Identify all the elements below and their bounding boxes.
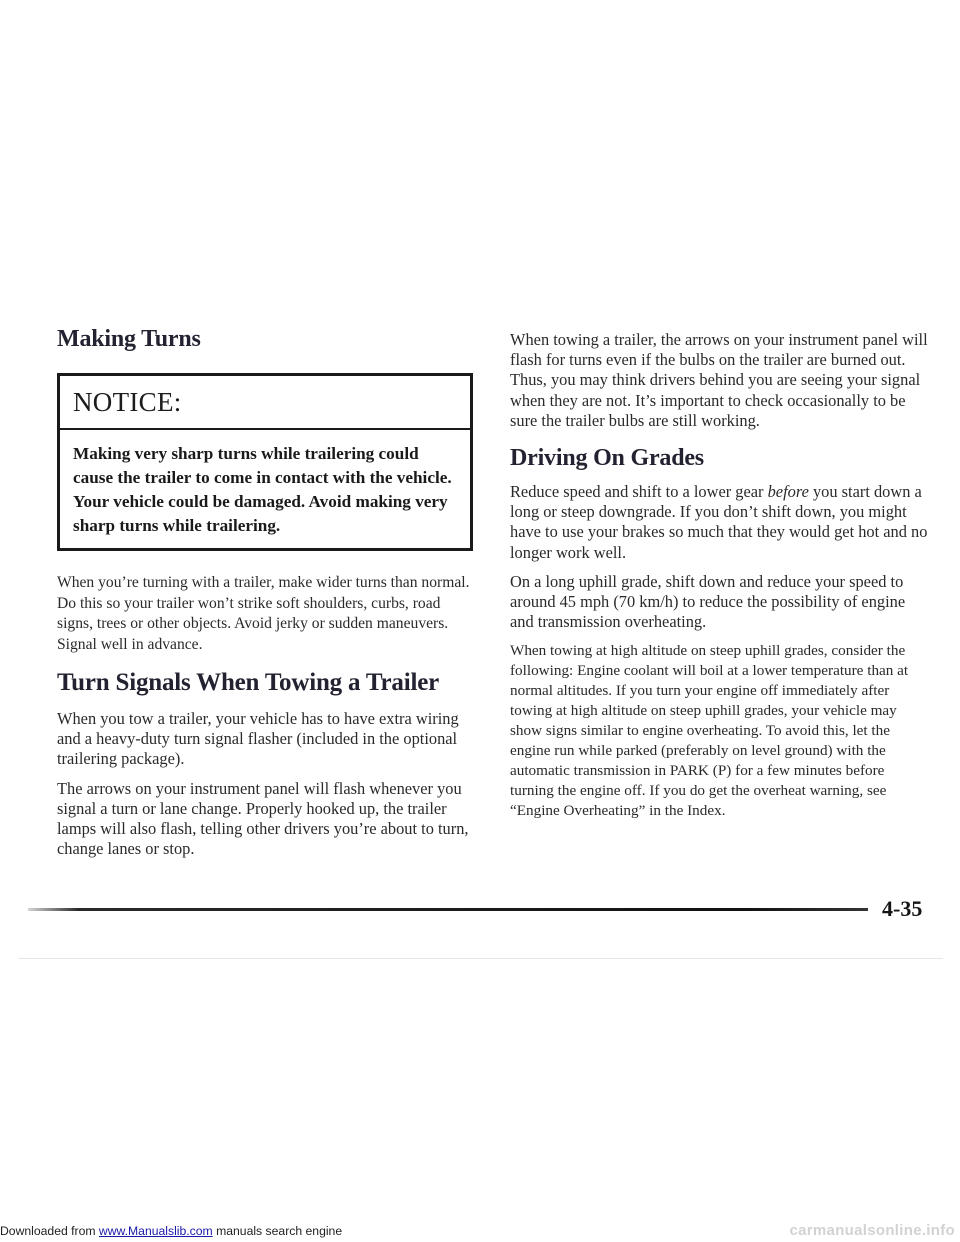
- manualslib-link[interactable]: www.Manualslib.com: [98, 1224, 213, 1238]
- paragraph-grades-1: [510, 482, 930, 563]
- heading-making-turns: Making Turns: [57, 326, 201, 352]
- footer-rule: [28, 908, 868, 911]
- notice-title: NOTICE:: [60, 376, 470, 430]
- paragraph-arrows: When towing a trailer, the arrows on your instrument panel will flash for turns even if the bulbs on the trailer are burned out. Thus, you may think drivers behind you are seeing your signal when they are not. It’s important to check occasionally to be sure the trailer bulbs are still working.: [510, 330, 928, 430]
- notice-box: [57, 373, 473, 551]
- notice-body: Making very sharp turns while trailering could cause the trailer to come in contact with the vehicle. Your vehicle could be damaged. Avoid making very sharp turns while trailering.: [73, 444, 452, 535]
- download-bar: [0, 1222, 960, 1242]
- watermark-text: carmanualsonline.info: [789, 1222, 955, 1239]
- right-column: [510, 330, 930, 821]
- paragraph-signals-1: When you tow a trailer, your vehicle has to have extra wiring and a heavy-duty turn signal flasher (included in the optional trailering package).: [57, 709, 459, 769]
- heading-turn-signals: Turn Signals When Towing a Trailer: [57, 669, 439, 696]
- download-suffix: manuals search engine: [212, 1224, 343, 1238]
- download-text: [0, 1224, 342, 1238]
- download-prefix: Downloaded from: [0, 1224, 99, 1238]
- heading-driving-on-grades: Driving On Grades: [510, 445, 704, 472]
- paragraph-turns: When you’re turning with a trailer, make wider turns than normal. Do this so your trailer won’t strike soft shoulders, curbs, road signs, trees or other objects. Avoid jerky or sudden maneuvers. Signal well in advance.: [57, 574, 470, 653]
- left-column: [57, 326, 477, 859]
- scan-artifact-line: [18, 958, 943, 959]
- grades-1-post: you start down a long or steep downgrade. If you don’t shift down, you might have to use your brakes so much that they would get hot and no longer work well.: [510, 482, 928, 562]
- paragraph-signals-2: The arrows on your instrument panel will flash whenever you signal a turn or lane change. Properly hooked up, the trailer lamps will also flash, telling other drivers you’re about to turn, change lanes or stop.: [57, 778, 469, 859]
- page-number: 4-35: [882, 896, 923, 921]
- grades-1-emphasis: before: [767, 482, 809, 502]
- grades-1-pre: Reduce speed and shift to a lower gear: [510, 482, 768, 502]
- paragraph-grades-3: When towing at high altitude on steep uphill grades, consider the following: Engine coolant will boil at a lower temperature than at normal altitudes. If you turn your engine off immediately after towing at high altitude on steep uphill grades, your vehicle may show signs similar to engine overheating. To avoid this, let the engine run while parked (preferably on level ground) with the automatic transmission in PARK (P) for a few minutes before turning the engine off. If you do get the overheat warning, see “Engine Overheating” in the Index.: [510, 642, 909, 819]
- paragraph-grades-2: On a long uphill grade, shift down and reduce your speed to around 45 mph (70 km/h) to reduce the possibility of engine and transmission overheating.: [510, 571, 906, 632]
